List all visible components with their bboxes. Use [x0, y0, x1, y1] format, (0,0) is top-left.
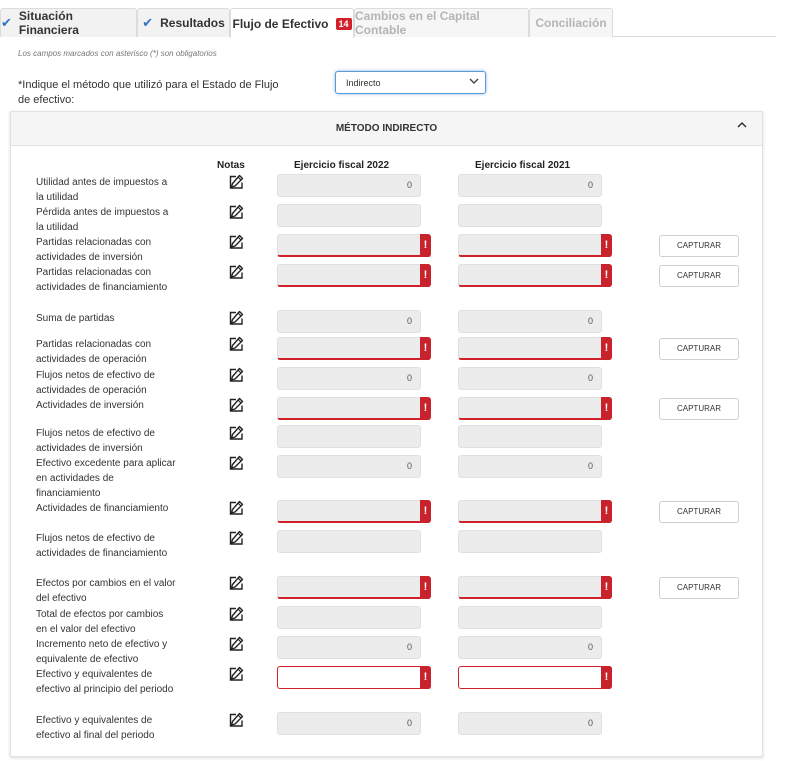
amount-input-2021[interactable] [458, 530, 602, 553]
row-label: Flujos netos de efectivo de actividades de operación [36, 370, 155, 396]
tab-label: Resultados [160, 16, 225, 30]
amount-input-2021[interactable] [458, 337, 612, 360]
edit-note-icon[interactable] [227, 233, 245, 251]
amount-input-2022[interactable] [277, 397, 431, 420]
tab-bar [0, 8, 776, 37]
capturar-button[interactable]: CAPTURAR [659, 338, 739, 360]
row-label: Partidas relacionadas con actividades de inversión [36, 237, 152, 263]
error-alert-icon: ! [420, 576, 431, 599]
row-label: Utilidad antes de impuestos a la utilidad [36, 177, 168, 203]
error-alert-icon: ! [601, 397, 612, 420]
tab-flujo-de-efectivo[interactable] [230, 8, 354, 38]
amount-input-2021[interactable] [458, 425, 602, 448]
row-label: Actividades de inversión [36, 400, 144, 411]
row-label: Flujos netos de efectivo de actividades de financiamiento [36, 533, 168, 559]
edit-note-icon[interactable] [227, 574, 245, 592]
amount-input-2022[interactable] [277, 234, 431, 257]
amount-input-2022[interactable] [277, 666, 431, 689]
edit-note-icon[interactable] [227, 499, 245, 517]
amount-input-2021[interactable] [458, 264, 612, 287]
amount-input-2022[interactable] [277, 174, 421, 197]
row-label: Incremento neto de efectivo y equivalente de efectivo [36, 639, 168, 665]
amount-input-2022[interactable] [277, 636, 421, 659]
tab-label: Situación Financiera [18, 9, 79, 37]
edit-note-icon[interactable] [227, 424, 245, 442]
error-alert-icon: ! [601, 500, 612, 523]
amount-input-2021[interactable] [458, 397, 612, 420]
amount-input-2022[interactable] [277, 367, 421, 390]
amount-input-2021[interactable] [458, 666, 612, 689]
amount-input-2022[interactable] [277, 712, 421, 735]
amount-value: 0 [587, 461, 593, 471]
amount-value: 0 [587, 718, 593, 728]
method-label: *Indique el método que utilizó para el Estado de Flujo de efectivo: [18, 79, 279, 106]
row-label: Efectivo y equivalentes de efectivo al principio del periodo [36, 669, 174, 695]
capturar-button[interactable]: CAPTURAR [659, 398, 739, 420]
capturar-button[interactable]: CAPTURAR [659, 501, 739, 523]
method-select[interactable] [335, 71, 486, 94]
check-icon: ✔ [1, 15, 12, 30]
row-label: Flujos netos de efectivo de actividades de inversión [36, 428, 155, 454]
check-icon: ✔ [142, 15, 154, 30]
row-label: Partidas relacionadas con actividades de financiamiento [36, 267, 168, 293]
error-alert-icon: ! [601, 666, 612, 689]
tab-conciliacion[interactable] [529, 8, 613, 37]
error-alert-icon: ! [420, 337, 431, 360]
amount-value: 0 [587, 180, 593, 190]
panel-title: MÉTODO INDIRECTO [335, 123, 438, 134]
amount-input-2022[interactable] [277, 576, 431, 599]
edit-note-icon[interactable] [227, 605, 245, 623]
capturar-button[interactable]: CAPTURAR [659, 235, 739, 257]
capturar-button[interactable]: CAPTURAR [659, 265, 739, 287]
tab-label: Cambios en el Capital Contable [355, 9, 480, 37]
error-count-badge: 14 [336, 18, 352, 30]
edit-note-icon[interactable] [227, 396, 245, 414]
chevron-up-icon[interactable] [736, 119, 748, 134]
edit-note-icon[interactable] [227, 529, 245, 547]
amount-input-2022[interactable] [277, 530, 421, 553]
error-alert-icon: ! [420, 234, 431, 257]
error-alert-icon: ! [420, 666, 431, 689]
amount-input-2021[interactable] [458, 636, 602, 659]
edit-note-icon[interactable] [227, 454, 245, 472]
row-label: Total de efectos por cambios en el valor del efectivo [36, 609, 164, 635]
amount-value: 0 [406, 316, 412, 326]
column-2021: Ejercicio fiscal 2021 [475, 160, 571, 171]
method-selected-value: Indirecto [346, 77, 381, 88]
amount-input-2022[interactable] [277, 500, 431, 523]
tab-situacion-financiera[interactable] [0, 8, 137, 37]
error-alert-icon: ! [601, 337, 612, 360]
error-alert-icon: ! [601, 264, 612, 287]
amount-input-2021[interactable] [458, 310, 602, 333]
amount-value: 0 [587, 642, 593, 652]
amount-input-2022[interactable] [277, 204, 421, 227]
chevron-down-icon [468, 75, 480, 90]
edit-note-icon[interactable] [227, 173, 245, 191]
amount-input-2021[interactable] [458, 234, 612, 257]
row-label: Efectivo y equivalentes de efectivo al final del periodo [36, 715, 155, 741]
amount-input-2022[interactable] [277, 606, 421, 629]
row-label: Partidas relacionadas con actividades de operación [36, 339, 152, 365]
edit-note-icon[interactable] [227, 665, 245, 683]
amount-input-2022[interactable] [277, 455, 421, 478]
amount-value: 0 [406, 373, 412, 383]
amount-input-2021[interactable] [458, 455, 602, 478]
panel-header[interactable] [11, 112, 762, 146]
row-label: Suma de partidas [36, 313, 115, 324]
required-fields-note: Los campos marcados con asterisco (*) son obligatorios [18, 49, 217, 58]
edit-note-icon[interactable] [227, 635, 245, 653]
tab-resultados[interactable] [137, 8, 230, 37]
error-alert-icon: ! [601, 576, 612, 599]
edit-note-icon[interactable] [227, 335, 245, 353]
error-alert-icon: ! [420, 500, 431, 523]
edit-note-icon[interactable] [227, 711, 245, 729]
edit-note-icon[interactable] [227, 263, 245, 281]
amount-value: 0 [587, 316, 593, 326]
amount-input-2021[interactable] [458, 712, 602, 735]
amount-input-2021[interactable] [458, 174, 602, 197]
row-label: Pérdida antes de impuestos a la utilidad [36, 207, 169, 233]
edit-note-icon[interactable] [227, 309, 245, 327]
amount-input-2021[interactable] [458, 576, 612, 599]
tab-label: Flujo de Efectivo [232, 16, 329, 31]
tab-label: Conciliación [535, 16, 607, 30]
edit-note-icon[interactable] [227, 366, 245, 384]
amount-input-2022[interactable] [277, 337, 431, 360]
row-label: Efectivo excedente para aplicar en actividades de financiamiento [36, 458, 176, 499]
row-label: Actividades de financiamiento [36, 503, 169, 514]
column-notas: Notas [217, 160, 245, 171]
amount-input-2021[interactable] [458, 606, 602, 629]
tab-cambios-capital-contable[interactable] [354, 8, 529, 37]
amount-input-2021[interactable] [458, 204, 602, 227]
error-alert-icon: ! [420, 264, 431, 287]
error-alert-icon: ! [420, 397, 431, 420]
error-alert-icon: ! [601, 234, 612, 257]
amount-input-2021[interactable] [458, 500, 612, 523]
capturar-button[interactable]: CAPTURAR [659, 577, 739, 599]
column-2022: Ejercicio fiscal 2022 [294, 160, 390, 171]
amount-value: 0 [406, 642, 412, 652]
amount-value: 0 [406, 461, 412, 471]
amount-input-2021[interactable] [458, 367, 602, 390]
amount-value: 0 [406, 718, 412, 728]
amount-value: 0 [406, 180, 412, 190]
row-label: Efectos por cambios en el valor del efectivo [36, 578, 176, 604]
amount-input-2022[interactable] [277, 264, 431, 287]
amount-input-2022[interactable] [277, 310, 421, 333]
amount-input-2022[interactable] [277, 425, 421, 448]
edit-note-icon[interactable] [227, 203, 245, 221]
amount-value: 0 [587, 373, 593, 383]
